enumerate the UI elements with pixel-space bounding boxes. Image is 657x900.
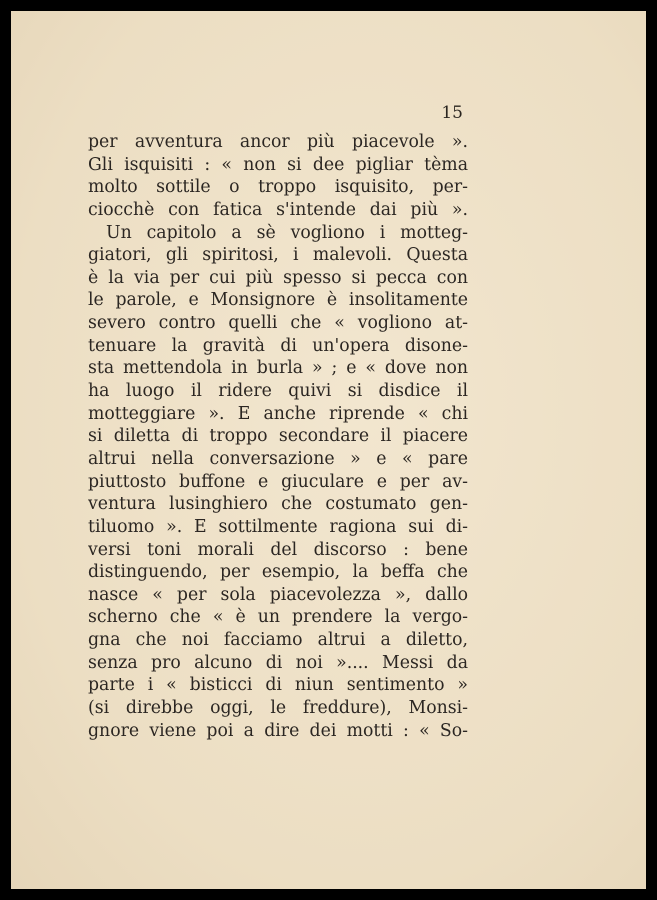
text-line: tenuare la gravità di un'opera disone- [88,335,468,356]
text-line: è la via per cui più spesso si pecca con [88,267,468,288]
text-line: gnore viene poi a dire dei motti : « So- [88,720,468,741]
text-line: ventura lusinghiero che costumato gen- [88,494,468,515]
text-line: tiluomo ». E sottilmente ragiona sui di- [88,516,468,537]
text-line: sta mettendola in burla » ; e « dove non [88,358,468,379]
text-line: si diletta di troppo secondare il piacere [88,426,468,447]
text-line: Un capitolo a sè vogliono i motteg- [106,222,468,243]
text-line: nasce « per sola piacevolezza », dallo [88,584,468,605]
text-line: altrui nella conversazione » e « pare [88,448,468,469]
text-line: gna che noi facciamo altrui a diletto, [88,630,468,651]
text-line: le parole, e Monsignore è insolitamente [88,290,468,311]
text-line: Gli isquisiti : « non si dee pigliar tèma [88,154,468,175]
text-line: (si direbbe oggi, le freddure), Monsi- [88,698,468,719]
text-line: severo contro quelli che « vogliono at- [88,313,468,334]
body-text [88,131,468,742]
text-line: per avventura ancor più piacevole ». [88,132,468,152]
text-line: versi toni morali del discorso : bene [88,539,468,560]
text-line: giatori, gli spiritosi, i malevoli. Questa [88,245,468,266]
text-line: distinguendo, per esempio, la beffa che [88,562,468,583]
text-line: parte i « bisticci di niun sentimento » [88,675,468,696]
text-line: motteggiare ». E anche riprende « chi [88,403,468,424]
text-line: senza pro alcuno di noi ».... Messi da [88,652,468,673]
text-line: piuttosto buffone e giuculare e per av- [88,471,468,492]
book-page [11,11,646,889]
text-line: ciocchè con fatica s'intende dai più ». [88,199,468,220]
text-line: ha luogo il ridere quivi si disdice il [88,381,468,402]
text-line: scherno che « è un prendere la vergo- [88,607,468,628]
text-line: molto sottile o troppo isquisito, per- [88,177,468,198]
page-number: 15 [441,103,463,123]
